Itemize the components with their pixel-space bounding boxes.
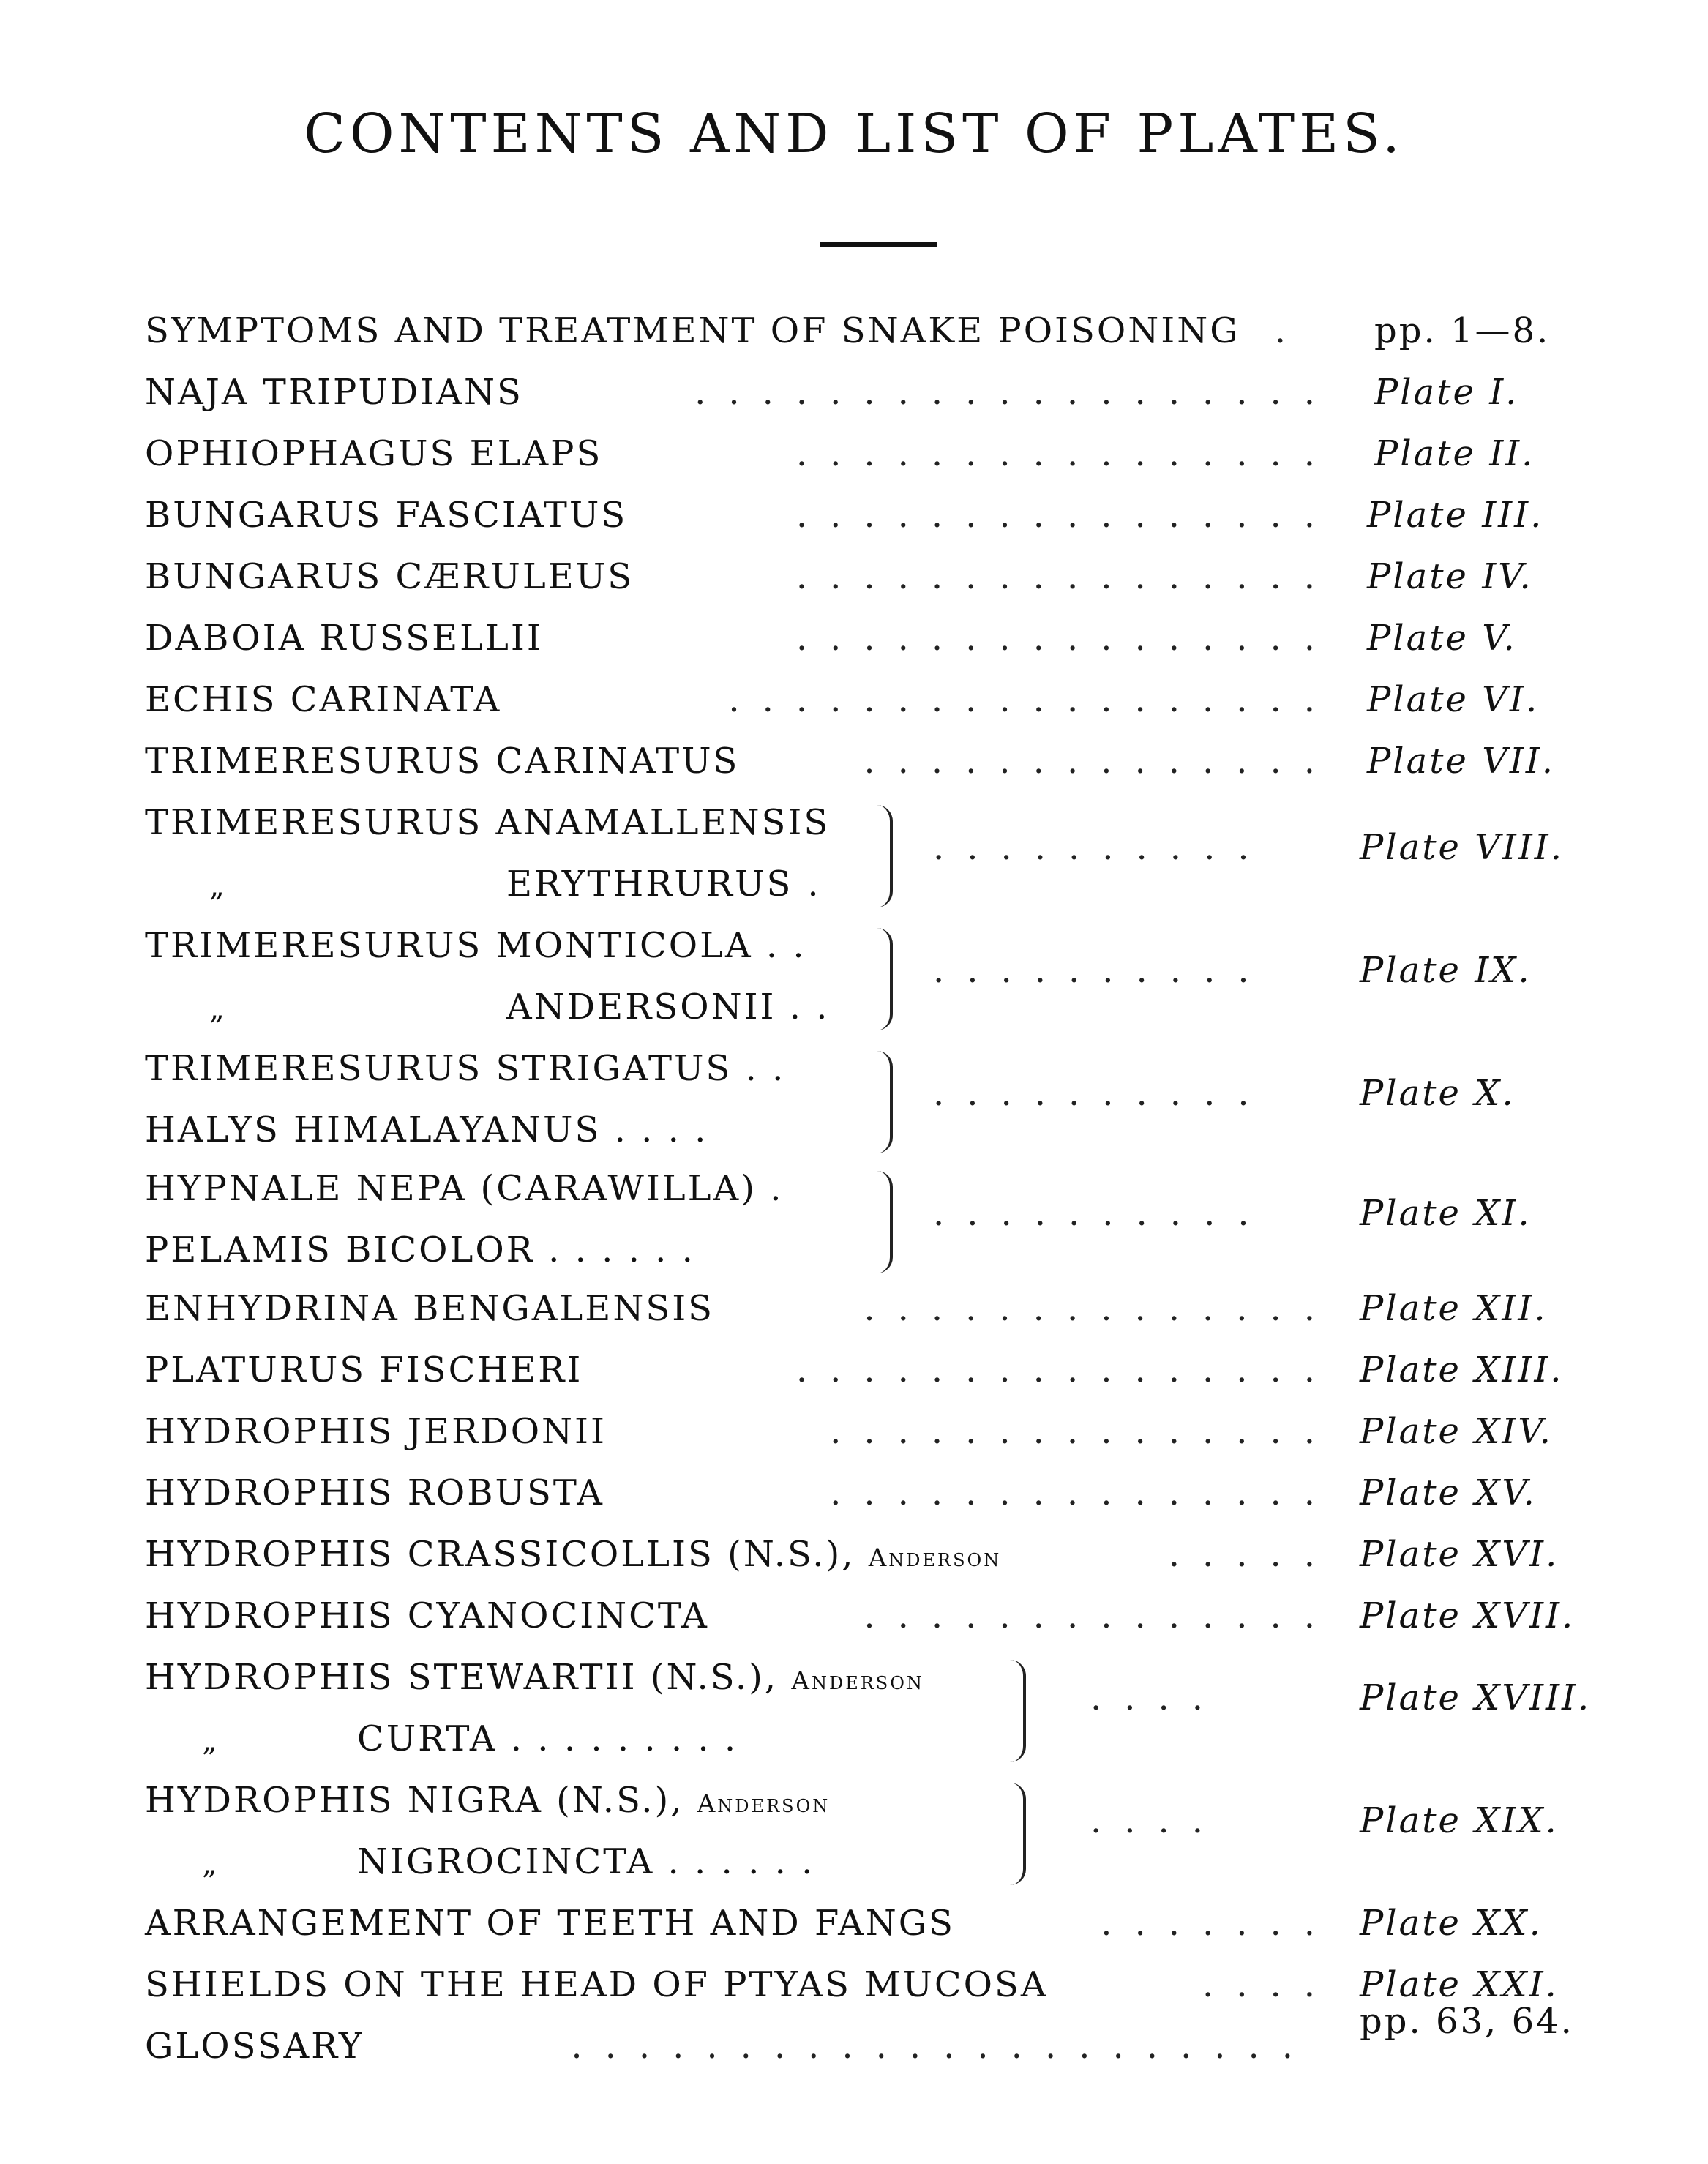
leader-dots: .............. xyxy=(864,741,1338,782)
author-name: Anderson xyxy=(697,1789,831,1819)
leader-dots: ..... xyxy=(1168,1534,1338,1575)
group-ref: Plate VIII. xyxy=(1360,827,1565,868)
group-ref: Plate XI. xyxy=(1360,1193,1532,1234)
entry-name: SHIELDS ON THE HEAD OF PTYAS MUCOSA xyxy=(145,1964,1049,2005)
leader-dots: .......... xyxy=(933,827,1272,868)
entry-ref: Plate XXI. xyxy=(1360,1964,1559,2005)
toc-entry xyxy=(145,1401,1652,1462)
entry-ref: pp. 1—8. xyxy=(1374,310,1551,351)
toc-entry xyxy=(145,484,1652,546)
toc-entry xyxy=(145,1278,1652,1339)
ditto-mark: „ xyxy=(202,1847,220,1881)
leader-dots: . xyxy=(1274,310,1308,351)
leader-dots: ................ xyxy=(795,433,1338,474)
leader-dots: .............. xyxy=(864,1288,1338,1329)
ditto-mark: „ xyxy=(209,869,227,903)
entry-name: ENHYDRINA BENGALENSIS xyxy=(145,1288,715,1329)
title-rule xyxy=(820,242,937,247)
leader-dots: ................ xyxy=(795,495,1338,536)
entry-name: BUNGARUS FASCIATUS xyxy=(145,495,628,536)
toc-entry xyxy=(145,546,1652,607)
leader-dots: .............. xyxy=(864,1595,1338,1636)
toc-entry xyxy=(145,1524,1652,1585)
entry-name xyxy=(145,1524,1001,1589)
leader-dots: .......... xyxy=(933,1073,1272,1114)
entry-ref: Plate XX. xyxy=(1360,1903,1543,1944)
entry-name: HYDROPHIS ROBUSTA xyxy=(145,1472,604,1513)
group-sub-name: ERYTHRURUS xyxy=(506,864,793,905)
leader-dots: .... xyxy=(1202,1964,1338,2005)
group-name-2 xyxy=(145,853,821,917)
toc-entry xyxy=(145,1585,1652,1647)
group-sub-name: CURTA . . . . . . . . . xyxy=(357,1718,738,1759)
toc-entry xyxy=(145,730,1652,792)
group-name-text: HYDROPHIS NIGRA (N.S.), xyxy=(145,1780,684,1821)
entry-name: DABOIA RUSSELLII xyxy=(145,618,543,659)
group-name-2: HALYS HIMALAYANUS . . . . xyxy=(145,1109,708,1150)
entry-ref: Plate XV. xyxy=(1360,1472,1537,1513)
page-title: CONTENTS AND LIST OF PLATES. xyxy=(304,102,1404,165)
toc-entry xyxy=(145,669,1652,730)
group-name-2 xyxy=(145,976,830,1040)
group-ref: Plate XVIII. xyxy=(1360,1677,1592,1718)
group-name-2: PELAMIS BICOLOR . . . . . . xyxy=(145,1229,695,1270)
leader-dots: .................. xyxy=(728,679,1338,720)
leader-dots: ....... xyxy=(1101,1903,1338,1944)
group-name-2 xyxy=(145,1831,814,1895)
group-ref: Plate XIX. xyxy=(1360,1800,1559,1841)
entry-name: TRIMERESURUS CARINATUS xyxy=(145,741,740,782)
entry-ref: Plate I. xyxy=(1374,372,1519,413)
leader-dots: ................ xyxy=(795,618,1338,659)
group-name-1: TRIMERESURUS ANAMALLENSIS xyxy=(145,802,831,843)
entry-name: SYMPTOMS AND TREATMENT OF SNAKE POISONING xyxy=(145,310,1240,351)
toc-entry xyxy=(145,423,1652,484)
toc-entry xyxy=(145,300,1652,362)
leader-dots: ................... xyxy=(694,372,1338,413)
entry-name: NAJA TRIPUDIANS xyxy=(145,372,523,413)
entry-ref: Plate VII. xyxy=(1367,741,1556,782)
author-name: Anderson xyxy=(791,1666,924,1696)
leader-dots: .... xyxy=(1090,1800,1226,1841)
toc-entry xyxy=(145,1339,1652,1401)
author-name: Anderson xyxy=(868,1543,1002,1573)
toc-entry xyxy=(145,607,1652,669)
entry-name: BUNGARUS CÆRULEUS xyxy=(145,556,634,597)
entry-ref: Plate V. xyxy=(1367,618,1517,659)
entry-ref: Plate VI. xyxy=(1367,679,1540,720)
entry-ref: Plate II. xyxy=(1374,433,1535,474)
entry-ref: Plate XIV. xyxy=(1360,1411,1553,1452)
entry-ref: Plate XII. xyxy=(1360,1288,1548,1329)
leader-dots: ............... xyxy=(830,1472,1338,1513)
group-name-1 xyxy=(145,1647,924,1712)
leader-dots: .......... xyxy=(933,1193,1272,1234)
entry-name-text: HYDROPHIS CRASSICOLLIS (N.S.), xyxy=(145,1534,855,1575)
entry-ref: Plate IV. xyxy=(1367,556,1533,597)
leader-dots: ............... xyxy=(830,1411,1338,1452)
group-ref: Plate IX. xyxy=(1360,950,1532,991)
entry-name: HYDROPHIS CYANOCINCTA xyxy=(145,1595,709,1636)
group-name-1: TRIMERESURUS MONTICOLA . . xyxy=(145,925,806,966)
group-brace xyxy=(877,1171,893,1273)
group-ref: Plate X. xyxy=(1360,1073,1516,1114)
group-brace xyxy=(1010,1783,1026,1885)
entry-name: ARRANGEMENT OF TEETH AND FANGS xyxy=(145,1903,956,1944)
entry-name: GLOSSARY xyxy=(145,2026,364,2067)
group-brace xyxy=(877,805,893,907)
leader-dots: ................ xyxy=(795,1349,1338,1390)
leader-dots: ................ xyxy=(795,556,1338,597)
leader-dots: .... xyxy=(1090,1677,1226,1718)
entry-ref: Plate XIII. xyxy=(1360,1349,1564,1390)
entry-ref: pp. 63, 64. xyxy=(1360,2001,1574,2042)
group-sub-name: NIGROCINCTA . . . . . . xyxy=(357,1841,815,1882)
group-brace xyxy=(877,1051,893,1153)
entry-ref: Plate XVII. xyxy=(1360,1595,1576,1636)
entry-name: OPHIOPHAGUS ELAPS xyxy=(145,433,603,474)
toc-entry xyxy=(145,1462,1652,1524)
toc-entry xyxy=(145,2001,1652,2077)
group-name-1 xyxy=(145,1770,830,1835)
entry-name: PLATURUS FISCHERI xyxy=(145,1349,583,1390)
group-name-text: HYDROPHIS STEWARTII (N.S.), xyxy=(145,1657,779,1698)
entry-name: ECHIS CARINATA xyxy=(145,679,502,720)
entry-name: HYDROPHIS JERDONII xyxy=(145,1411,607,1452)
group-brace xyxy=(1010,1660,1026,1762)
group-name-1: HYPNALE NEPA (CARAWILLA) . xyxy=(145,1168,784,1209)
ditto-mark: „ xyxy=(202,1724,220,1758)
entry-ref: Plate XVI. xyxy=(1360,1534,1559,1575)
toc-entry xyxy=(145,1892,1652,1954)
group-name-2 xyxy=(145,1708,738,1772)
group-brace xyxy=(877,928,893,1030)
entry-ref: Plate III. xyxy=(1367,495,1544,536)
group-name-1: TRIMERESURUS STRIGATUS . . xyxy=(145,1048,786,1089)
leader-dots: .......... xyxy=(933,950,1272,991)
ditto-mark: „ xyxy=(209,992,227,1026)
group-sub-name: ANDERSONII . . xyxy=(506,986,830,1027)
toc-entry xyxy=(145,362,1652,423)
leader-dots: ...................... xyxy=(571,2026,1316,2067)
group-sub-tail: . xyxy=(807,864,821,905)
